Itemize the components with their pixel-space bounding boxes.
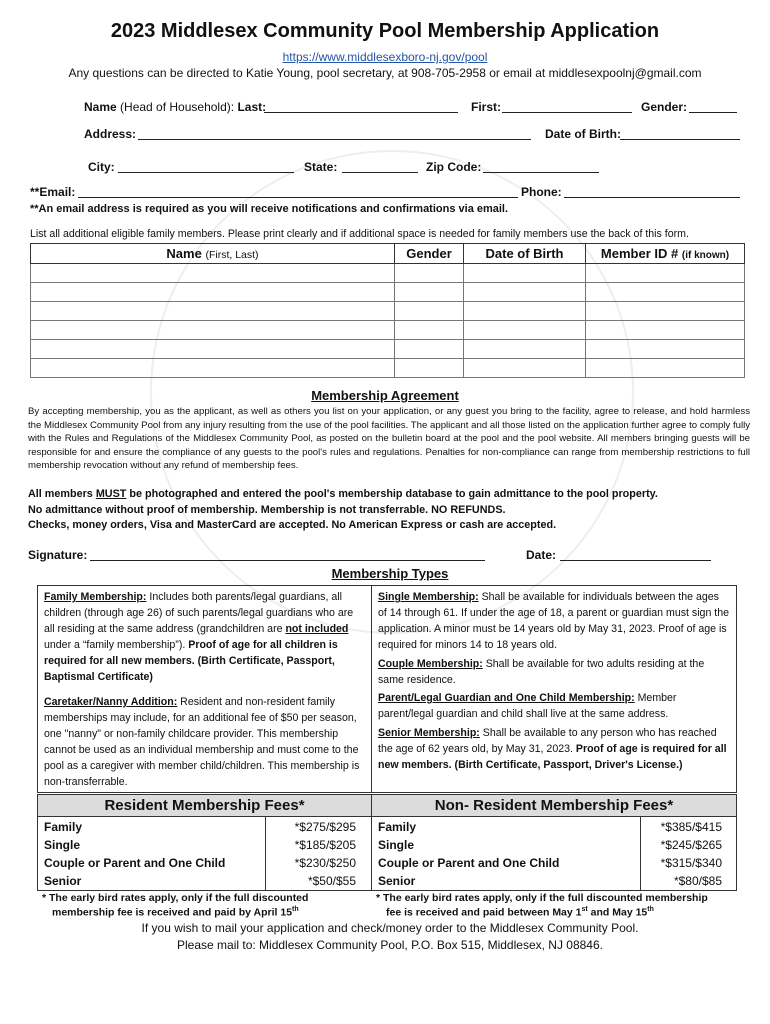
state-field[interactable]	[342, 160, 418, 173]
name-sub-label: (Head of Household):	[120, 100, 235, 114]
parent-text: Member parent/legal guardian and child shall live at the same address.	[378, 692, 677, 720]
fee-label: Family	[44, 820, 83, 834]
address-label: Address:	[84, 127, 137, 141]
fee-amount: *$385/$415	[660, 820, 722, 834]
contact-info: Any questions can be directed to Katie Young, pool secretary, at 908-705-2958 or email at middlesexpoolnj@gmail.com	[68, 66, 702, 80]
fee-label: Single	[44, 838, 81, 852]
name-label: Name	[84, 100, 117, 114]
fee-row	[44, 818, 364, 836]
signature-field[interactable]	[90, 548, 485, 561]
nonresident-note-line-2b: and May 15	[587, 906, 648, 919]
rule-photo	[28, 487, 758, 503]
senior-text: Shall be available to any person who has reached the age of 62 years old, by May 31, 2023.	[378, 727, 717, 755]
phone-label: Phone:	[521, 185, 562, 199]
membership-rules	[28, 487, 758, 534]
table-row[interactable]	[31, 321, 745, 340]
zip-field[interactable]	[483, 160, 599, 173]
email-label: **Email:	[30, 185, 76, 199]
types-title: Membership Types	[331, 566, 449, 581]
table-row[interactable]	[31, 302, 745, 321]
pool-website-link[interactable]: https://www.middlesexboro-nj.gov/pool	[282, 50, 488, 64]
mailing-line-1: If you wish to mail your application and check/money order to the Middlesex Community Pool.	[141, 921, 639, 935]
fee-label: Couple or Parent and One Child	[378, 856, 560, 870]
fee-row	[44, 836, 364, 854]
fee-label: Senior	[44, 874, 82, 888]
rule-payment: Checks, money orders, Visa and MasterCard are accepted. No American Express or cash are accepted.	[28, 519, 557, 531]
col-member-label: Member ID #	[600, 246, 679, 261]
single-title: Single Membership:	[378, 591, 479, 603]
col-gender-header: Gender	[395, 244, 464, 264]
fee-label: Couple or Parent and One Child	[44, 856, 226, 870]
rule-photo-must: MUST	[95, 488, 127, 500]
gender-label: Gender:	[641, 100, 688, 114]
city-label: City:	[88, 160, 115, 174]
email-note: **An email address is required as you will receive notifications and confirmations via email.	[30, 203, 509, 215]
table-row[interactable]	[31, 283, 745, 302]
signature-label: Signature:	[28, 548, 88, 562]
date-label: Date:	[526, 548, 557, 562]
nonresident-fees-list	[378, 818, 730, 890]
nonresident-note-sup1: st	[581, 906, 588, 913]
col-member-sub: (if known)	[681, 250, 730, 261]
zip-label: Zip Code:	[426, 160, 482, 174]
fee-row	[378, 872, 730, 890]
table-row[interactable]	[31, 340, 745, 359]
mailing-line-2: Please mail to: Middlesex Community Pool, P.O. Box 515, Middlesex, NJ 08846.	[177, 938, 603, 952]
nonresident-note-line-2a: fee is received and paid between May 1	[386, 906, 582, 919]
caretaker-title: Caretaker/Nanny Addition:	[44, 696, 178, 708]
col-name-header	[31, 244, 395, 264]
resident-fees-title: Resident Membership Fees*	[37, 794, 372, 817]
family-not-included: not included	[285, 622, 349, 635]
agreement-text: By accepting membership, you as the applicant, as well as others you list on your application, or any guest you bring to the facility, agree to release, and hold harmless the Middlesex Community Pool from any injury resulting from the use of the pool facilities. The applicant and all those listed on the application further agree to comply fully with the Rules and Regulations of the Middlesex Community Pool, as posted on the bulletin board at the pool and the pool website. All members bringing guests will be responsible for and ensure the compliance of any guests to the pool's rules and regulations. Penalties for non-compliance can range from membership restrictions to full membership revocation without any refund of membership fees.	[28, 406, 750, 472]
agreement-title: Membership Agreement	[311, 388, 459, 403]
family-text-1: Includes both parents/legal guardians, all children (through age 26) of such parents/legal guardians who are all residing at the same address (grandchildren are	[44, 591, 354, 635]
name-label-group	[84, 100, 266, 114]
couple-title: Couple Membership:	[378, 658, 483, 670]
city-field[interactable]	[118, 160, 294, 173]
resident-fees-list	[44, 818, 364, 890]
fee-label: Single	[378, 838, 415, 852]
resident-note-line-1: * The early bird rates apply, only if the full discounted	[42, 892, 309, 904]
rule-photo-b: be photographed and entered the pool's membership database to gain admittance to the pool property.	[126, 488, 658, 500]
last-name-field[interactable]	[264, 100, 458, 113]
senior-membership-desc	[378, 726, 730, 774]
resident-early-bird-note	[42, 892, 372, 919]
family-instructions: List all additional eligible family members. Please print clearly and if additional space is needed for family members use the back of this form.	[30, 228, 689, 240]
fee-amount: *$80/$85	[673, 874, 722, 888]
last-label: Last:	[237, 100, 267, 114]
col-name-label: Name	[166, 246, 202, 261]
rule-photo-a: All members	[28, 488, 96, 500]
fee-amount: *$185/$205	[294, 838, 356, 852]
table-row[interactable]	[31, 264, 745, 283]
fee-amount: *$230/$250	[294, 856, 356, 870]
rule-proof: No admittance without proof of membership. Membership is not transferrable. NO REFUNDS.	[28, 503, 506, 516]
family-proof: Proof of age for all children is required for all new members. (Birth Certificate, Passport, Baptismal Certificate)	[44, 638, 338, 683]
fee-row	[44, 872, 364, 890]
mailing-info	[0, 920, 770, 954]
single-membership-desc	[378, 590, 730, 654]
fee-row	[378, 836, 730, 854]
senior-proof: Proof of age is required for all new members. (Birth Certificate, Passport, Driver's License.)	[378, 742, 727, 771]
first-label: First:	[471, 100, 501, 114]
family-text-2: under a “family membership”).	[44, 638, 189, 651]
fee-label: Senior	[378, 874, 416, 888]
email-field[interactable]	[78, 185, 518, 198]
gender-field[interactable]	[689, 100, 737, 113]
dob-field[interactable]	[620, 127, 740, 140]
col-member-header	[586, 244, 745, 264]
fee-row	[378, 854, 730, 872]
fee-amount: *$50/$55	[307, 874, 356, 888]
col-dob-header: Date of Birth	[464, 244, 586, 264]
caretaker-desc	[44, 695, 366, 790]
fee-label: Family	[378, 820, 417, 834]
nonresident-early-bird-note	[376, 892, 738, 919]
state-label: State:	[304, 160, 338, 174]
resident-note-line-2: membership fee is received and paid by April 15	[52, 906, 293, 919]
resident-note-sup: th	[292, 906, 299, 913]
first-name-field[interactable]	[502, 100, 632, 113]
table-row[interactable]	[31, 359, 745, 378]
fee-row	[44, 854, 364, 872]
page-title: 2023 Middlesex Community Pool Membership Application	[110, 20, 660, 42]
senior-title: Senior Membership:	[378, 727, 480, 739]
types-divider	[371, 585, 372, 793]
fee-amount: *$315/$340	[660, 856, 722, 870]
phone-field[interactable]	[564, 185, 740, 198]
col-name-sub: (First, Last)	[205, 249, 259, 261]
single-text: Shall be available for individuals between the ages of 14 through 61. If under the age of 18, a parent or guardian must sign the application. A minor must be 14 years old by May 31, 2023. Proof of age is required for minors 14 to 18 years old.	[378, 591, 730, 651]
parent-membership-desc	[378, 691, 730, 723]
family-membership-title: Family Membership:	[44, 591, 147, 603]
dob-label: Date of Birth:	[545, 127, 621, 141]
parent-title: Parent/Legal Guardian and One Child Membership:	[378, 692, 635, 704]
caretaker-text: Resident and non-resident family memberships may include, for an additional fee of $50 per season, one "nanny" or non-family childcare provider. This membership cannot be used as an individual membership and must come to the pool as a caregiver with member child/children. This membership is non-transferrable.	[44, 696, 360, 788]
nonresident-fees-title: Non- Resident Membership Fees*	[371, 794, 737, 817]
fee-row	[378, 818, 730, 836]
nonresident-note-line-1: * The early bird rates apply, only if the full discounted membership	[376, 892, 708, 904]
family-members-table	[30, 243, 745, 378]
family-membership-desc	[44, 590, 366, 685]
date-field[interactable]	[560, 548, 711, 561]
nonresident-note-sup2: th	[647, 906, 654, 913]
fee-amount: *$245/$265	[660, 838, 722, 852]
fee-amount: *$275/$295	[294, 820, 356, 834]
couple-text: Shall be available for two adults residing at the same residence.	[378, 658, 705, 686]
address-field[interactable]	[138, 127, 531, 140]
couple-membership-desc	[378, 657, 730, 689]
